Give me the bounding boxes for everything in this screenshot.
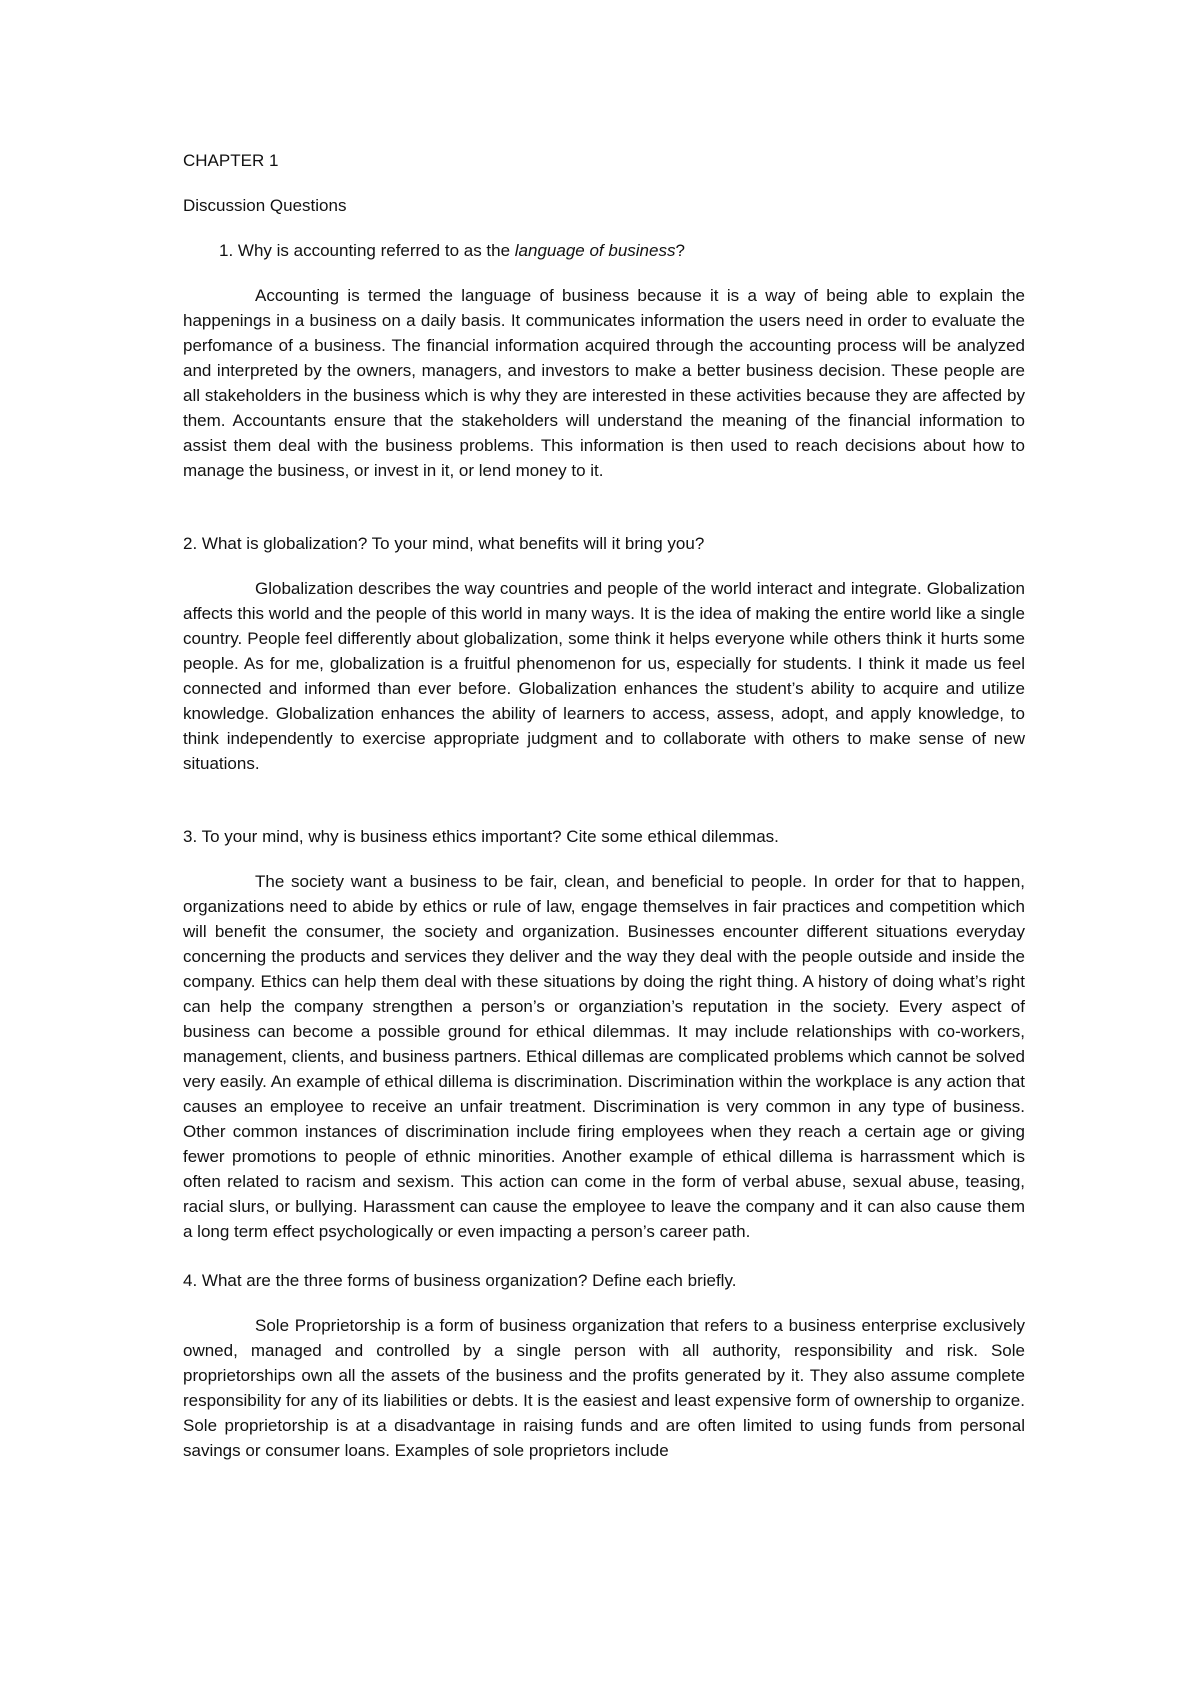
question-block-4 xyxy=(183,1268,1025,1463)
question-1-number: 1. xyxy=(219,241,234,260)
document-page xyxy=(183,148,1025,1463)
question-1-end: ? xyxy=(675,241,685,260)
question-block-2 xyxy=(183,531,1025,776)
question-1 xyxy=(219,238,1025,263)
question-4: 4. What are the three forms of business organization? Define each briefly. xyxy=(183,1271,737,1290)
section-heading: Discussion Questions xyxy=(183,196,347,215)
chapter-heading: CHAPTER 1 xyxy=(183,151,279,170)
question-block-3 xyxy=(183,824,1025,1244)
answer-1: Accounting is termed the language of business because it is a way of being able to explain the happenings in a business on a daily basis. It communicates information the users need in order to evaluate the perfomance of a business. The financial information acquired through the accounting process will be analyzed and interpreted by the owners, managers, and investors to make a better business decision. These people are all stakeholders in the business which is why they are interested in these activities because they are affected by them. Accountants ensure that the stakeholders will understand the meaning of the financial information to assist them deal with the business problems. This information is then used to reach decisions about how to manage the business, or invest in it, or lend money to it. xyxy=(183,286,1025,480)
question-3: 3. To your mind, why is business ethics important? Cite some ethical dilemmas. xyxy=(183,827,779,846)
answer-3: The society want a business to be fair, clean, and beneficial to people. In order for that to happen, organizations need to abide by ethics or rule of law, engage themselves in fair practices and competition which will benefit the consumer, the society and organization. Businesses encounter different situations everyday concerning the products and services they deliver and the way they deal with the people outside and inside the company. Ethics can help them deal with these situations by doing the right thing. A history of doing what’s right can help the company strengthen a person’s or organziation’s reputation in the society. Every aspect of business can become a possible ground for ethical dilemmas. It may include relationships with co-workers, management, clients, and business partners. Ethical dillemas are complicated problems which cannot be solved very easily. An example of ethical dillema is discrimination. Discrimination within the workplace is any action that causes an employee to receive an unfair treatment. Discrimination is very common in any type of business. Other common instances of discrimination include firing employees when they reach a certain age or giving fewer promotions to people of ethnic minorities. Another example of ethical dillema is harrassment which is often related to racism and sexism. This action can come in the form of verbal abuse, sexual abuse, teasing, racial slurs, or bullying. Harassment can cause the employee to leave the company and it can also cause them a long term effect psychologically or even impacting a person’s career path. xyxy=(183,872,1025,1241)
question-1-italic-phrase: language of business xyxy=(514,241,676,260)
answer-4: Sole Proprietorship is a form of business organization that refers to a business enterprise exclusively owned, managed and controlled by a single person with all authority, responsibility and risk. Sole proprietorships own all the assets of the business and the profits generated by it. They also assume complete responsibility for any of its liabilities or debts. It is the easiest and least expensive form of ownership to organize. Sole proprietorship is at a disadvantage in raising funds and are often limited to using funds from personal savings or consumer loans. Examples of sole proprietors include xyxy=(183,1316,1025,1460)
answer-2: Globalization describes the way countries and people of the world interact and integrate. Globalization affects this world and the people of this world in many ways. It is the idea of making the entire world like a single country. People feel differently about globalization, some think it helps everyone while others think it hurts some people. As for me, globalization is a fruitful phenomenon for us, especially for students. I think it made us feel connected and informed than ever before. Globalization enhances the student’s ability to acquire and utilize knowledge. Globalization enhances the ability of learners to access, assess, adopt, and apply knowledge, to think independently to exercise appropriate judgment and to collaborate with others to make sense of new situations. xyxy=(183,579,1025,773)
question-block-1 xyxy=(183,238,1025,483)
question-1-text: Why is accounting referred to as the xyxy=(237,241,515,260)
question-2: 2. What is globalization? To your mind, what benefits will it bring you? xyxy=(183,534,705,553)
